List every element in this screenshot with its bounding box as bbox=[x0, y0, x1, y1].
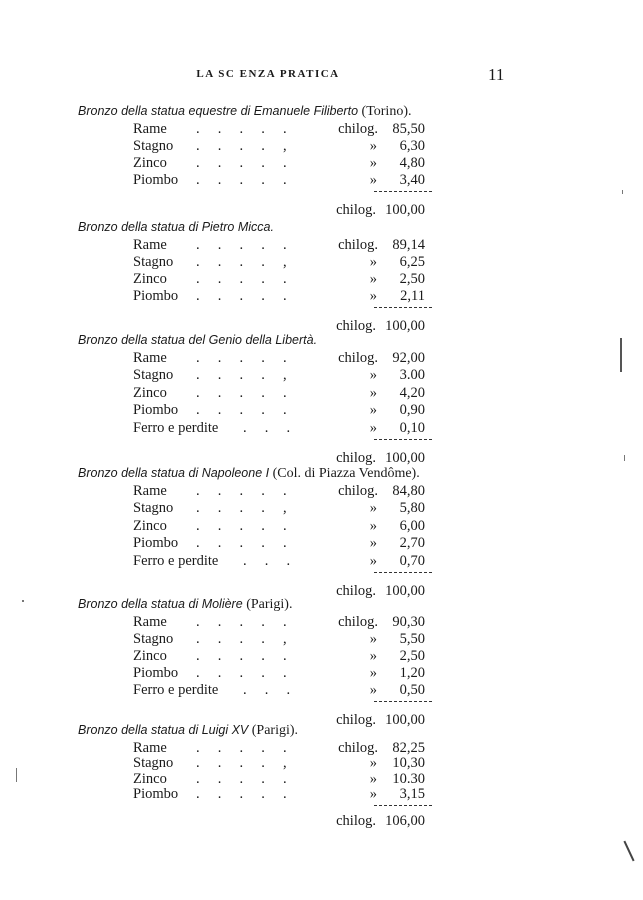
scan-mark bbox=[22, 600, 24, 602]
heading-italic: Bronzo della statua del Genio della Libertà. bbox=[78, 333, 318, 347]
weight-value: 2,50 bbox=[399, 648, 425, 664]
leader-dots: . . . . . bbox=[196, 648, 287, 664]
total-unit: chilog. bbox=[336, 318, 376, 334]
page-number: 11 bbox=[488, 65, 505, 84]
metal-name: Piombo bbox=[133, 172, 179, 188]
heading-italic: Bronzo della statua di Pietro Micca. bbox=[78, 220, 274, 234]
composition-row bbox=[0, 553, 643, 570]
sum-rule bbox=[374, 307, 432, 308]
leader-dots: . . . . . bbox=[196, 535, 287, 552]
leader-dots: . . . bbox=[214, 419, 291, 436]
composition-row bbox=[0, 155, 643, 172]
composition-row bbox=[0, 786, 643, 803]
metal-name: Rame bbox=[133, 237, 167, 253]
metal-name: Rame bbox=[133, 121, 167, 137]
leader-dots: . . . . . bbox=[196, 288, 287, 304]
heading-roman: (Col. di Piazza Vendôme). bbox=[272, 466, 420, 481]
leader-dots: . . . . . bbox=[196, 483, 287, 499]
composition-row bbox=[0, 288, 643, 305]
unit-label: » bbox=[369, 770, 377, 787]
metal-name: Stagno bbox=[133, 138, 174, 154]
metal-name: Piombo bbox=[133, 786, 179, 803]
leader-dots: . . . bbox=[214, 682, 291, 698]
composition-row bbox=[0, 121, 643, 138]
section-heading bbox=[78, 104, 411, 120]
section-heading bbox=[78, 597, 292, 613]
unit-label: chilog. bbox=[338, 614, 378, 630]
metal-name: Stagno bbox=[133, 367, 174, 384]
leader-dots: . . . . , bbox=[196, 500, 287, 517]
unit-label: » bbox=[369, 552, 377, 569]
heading-italic: Bronzo della statua equestre di Emanuele Filiberto bbox=[78, 104, 359, 118]
total-unit: chilog. bbox=[336, 813, 376, 830]
composition-row bbox=[0, 648, 643, 665]
weight-value: 90,30 bbox=[392, 614, 425, 630]
weight-value: 2,70 bbox=[399, 535, 425, 552]
composition-row bbox=[0, 518, 643, 535]
leader-dots: . . . bbox=[214, 552, 291, 569]
unit-label: » bbox=[369, 288, 377, 304]
weight-value: 89,14 bbox=[392, 237, 425, 253]
leader-dots: . . . . . bbox=[196, 517, 287, 534]
alloy-section bbox=[0, 723, 643, 863]
weight-value: 6,25 bbox=[399, 254, 425, 270]
metal-name: Zinco bbox=[133, 155, 167, 171]
metal-name: Stagno bbox=[133, 755, 174, 772]
total-unit: chilog. bbox=[336, 202, 376, 218]
metal-name: Stagno bbox=[133, 254, 174, 270]
leader-dots: . . . . , bbox=[196, 755, 287, 772]
composition-row bbox=[0, 271, 643, 288]
weight-value: 3,15 bbox=[399, 786, 425, 803]
leader-dots: . . . . , bbox=[196, 367, 287, 384]
leader-dots: . . . . . bbox=[196, 770, 287, 787]
unit-label: » bbox=[369, 402, 377, 419]
unit-label: » bbox=[369, 138, 377, 154]
section-heading bbox=[78, 466, 420, 482]
sum-rule bbox=[374, 701, 432, 702]
weight-value: 1,20 bbox=[399, 665, 425, 681]
weight-value: 4,80 bbox=[399, 155, 425, 171]
composition-row bbox=[0, 535, 643, 552]
scan-mark bbox=[16, 768, 17, 782]
scan-mark bbox=[620, 338, 622, 372]
unit-label: » bbox=[369, 665, 377, 681]
heading-italic: Bronzo della statua di Molière bbox=[78, 597, 243, 611]
unit-label: » bbox=[369, 631, 377, 647]
composition-row bbox=[0, 420, 643, 437]
metal-name: Piombo bbox=[133, 402, 179, 419]
metal-name: Zinco bbox=[133, 517, 167, 534]
metal-name: Ferro e perdite bbox=[133, 419, 219, 436]
total-row bbox=[0, 202, 643, 219]
total-value: 100,00 bbox=[385, 712, 425, 728]
alloy-section bbox=[0, 597, 643, 737]
metal-name: Rame bbox=[133, 740, 167, 756]
heading-italic: Bronzo della statua di Napoleone I bbox=[78, 466, 270, 480]
weight-value: 5,80 bbox=[399, 500, 425, 517]
weight-value: 2,11 bbox=[400, 288, 425, 304]
running-title: LA SC ENZA PRATICA bbox=[196, 68, 340, 80]
metal-name: Piombo bbox=[133, 288, 179, 304]
metal-name: Rame bbox=[133, 614, 167, 630]
leader-dots: . . . . . bbox=[196, 121, 287, 137]
unit-label: chilog. bbox=[338, 237, 378, 253]
unit-label: » bbox=[369, 535, 377, 552]
composition-row bbox=[0, 350, 643, 367]
sum-rule bbox=[374, 572, 432, 573]
weight-value: 6,00 bbox=[399, 517, 425, 534]
unit-label: » bbox=[369, 419, 377, 436]
metal-name: Zinco bbox=[133, 384, 167, 401]
total-unit: chilog. bbox=[336, 449, 376, 466]
metal-name: Rame bbox=[133, 350, 167, 366]
sum-rule bbox=[374, 191, 432, 192]
alloy-section bbox=[0, 333, 643, 473]
composition-row bbox=[0, 682, 643, 699]
unit-label: » bbox=[369, 271, 377, 287]
leader-dots: . . . . . bbox=[196, 402, 287, 419]
composition-row bbox=[0, 665, 643, 682]
unit-label: » bbox=[369, 755, 377, 772]
section-heading bbox=[78, 333, 317, 349]
weight-value: 92,00 bbox=[392, 350, 425, 366]
composition-row bbox=[0, 402, 643, 419]
total-value: 100,00 bbox=[385, 582, 425, 599]
total-unit: chilog. bbox=[336, 712, 376, 728]
unit-label: » bbox=[369, 172, 377, 188]
total-unit: chilog. bbox=[336, 582, 376, 599]
unit-label: chilog. bbox=[338, 483, 378, 499]
unit-label: chilog. bbox=[338, 350, 378, 366]
unit-label: » bbox=[369, 682, 377, 698]
unit-label: » bbox=[369, 384, 377, 401]
leader-dots: . . . . . bbox=[196, 384, 287, 401]
total-value: 100,00 bbox=[385, 318, 425, 334]
leader-dots: . . . . , bbox=[196, 138, 287, 154]
leader-dots: . . . . . bbox=[196, 665, 287, 681]
leader-dots: . . . . . bbox=[196, 271, 287, 287]
metal-name: Zinco bbox=[133, 271, 167, 287]
weight-value: 0,50 bbox=[399, 682, 425, 698]
heading-roman: (Torino). bbox=[361, 104, 412, 119]
composition-row bbox=[0, 172, 643, 189]
weight-value: 0,70 bbox=[399, 552, 425, 569]
composition-row bbox=[0, 237, 643, 254]
metal-name: Stagno bbox=[133, 631, 174, 647]
weight-value: 4,20 bbox=[399, 384, 425, 401]
leader-dots: . . . . . bbox=[196, 614, 287, 630]
scan-mark bbox=[622, 190, 623, 194]
section-heading bbox=[78, 220, 274, 236]
leader-dots: . . . . , bbox=[196, 254, 287, 270]
total-row bbox=[0, 813, 643, 830]
weight-value: 3,40 bbox=[399, 172, 425, 188]
leader-dots: . . . . . bbox=[196, 155, 287, 171]
weight-value: 82,25 bbox=[392, 740, 425, 756]
total-row bbox=[0, 450, 643, 467]
leader-dots: . . . . . bbox=[196, 350, 287, 366]
weight-value: 0,90 bbox=[399, 402, 425, 419]
metal-name: Zinco bbox=[133, 648, 167, 664]
leader-dots: . . . . . bbox=[196, 237, 287, 253]
metal-name: Rame bbox=[133, 483, 167, 499]
section-heading bbox=[78, 723, 298, 739]
leader-dots: . . . . . bbox=[196, 172, 287, 188]
weight-value: 10.30 bbox=[392, 770, 425, 787]
metal-name: Zinco bbox=[133, 770, 167, 787]
unit-label: » bbox=[369, 254, 377, 270]
composition-row bbox=[0, 614, 643, 631]
total-value: 106,00 bbox=[385, 813, 425, 830]
weight-value: 2,50 bbox=[399, 271, 425, 287]
composition-row bbox=[0, 367, 643, 384]
weight-value: 85,50 bbox=[392, 121, 425, 137]
unit-label: chilog. bbox=[338, 740, 378, 756]
leader-dots: . . . . . bbox=[196, 786, 287, 803]
unit-label: » bbox=[369, 155, 377, 171]
metal-name: Ferro e perdite bbox=[133, 552, 219, 569]
weight-value: 6,30 bbox=[399, 138, 425, 154]
unit-label: » bbox=[369, 648, 377, 664]
sum-rule bbox=[374, 805, 432, 806]
scan-mark bbox=[624, 455, 625, 461]
running-header bbox=[0, 66, 643, 86]
heading-roman: (Parigi). bbox=[251, 723, 299, 738]
composition-row bbox=[0, 385, 643, 402]
alloy-section bbox=[0, 466, 643, 606]
unit-label: » bbox=[369, 517, 377, 534]
weight-value: 3.00 bbox=[399, 367, 425, 384]
unit-label: » bbox=[369, 500, 377, 517]
metal-name: Piombo bbox=[133, 665, 179, 681]
metal-name: Piombo bbox=[133, 535, 179, 552]
unit-label: » bbox=[369, 786, 377, 803]
unit-label: chilog. bbox=[338, 121, 378, 137]
composition-row bbox=[0, 254, 643, 271]
weight-value: 84,80 bbox=[392, 483, 425, 499]
metal-name: Stagno bbox=[133, 500, 174, 517]
total-value: 100,00 bbox=[385, 449, 425, 466]
weight-value: 10,30 bbox=[392, 755, 425, 772]
heading-italic: Bronzo della statua di Luigi XV bbox=[78, 723, 249, 737]
composition-row bbox=[0, 483, 643, 500]
composition-row bbox=[0, 631, 643, 648]
weight-value: 0,10 bbox=[399, 419, 425, 436]
leader-dots: . . . . . bbox=[196, 740, 287, 756]
unit-label: » bbox=[369, 367, 377, 384]
composition-row bbox=[0, 138, 643, 155]
heading-roman: (Parigi). bbox=[246, 597, 293, 612]
metal-name: Ferro e perdite bbox=[133, 682, 219, 698]
sum-rule bbox=[374, 439, 432, 440]
composition-row bbox=[0, 500, 643, 517]
total-value: 100,00 bbox=[385, 202, 425, 218]
leader-dots: . . . . , bbox=[196, 631, 287, 647]
weight-value: 5,50 bbox=[399, 631, 425, 647]
